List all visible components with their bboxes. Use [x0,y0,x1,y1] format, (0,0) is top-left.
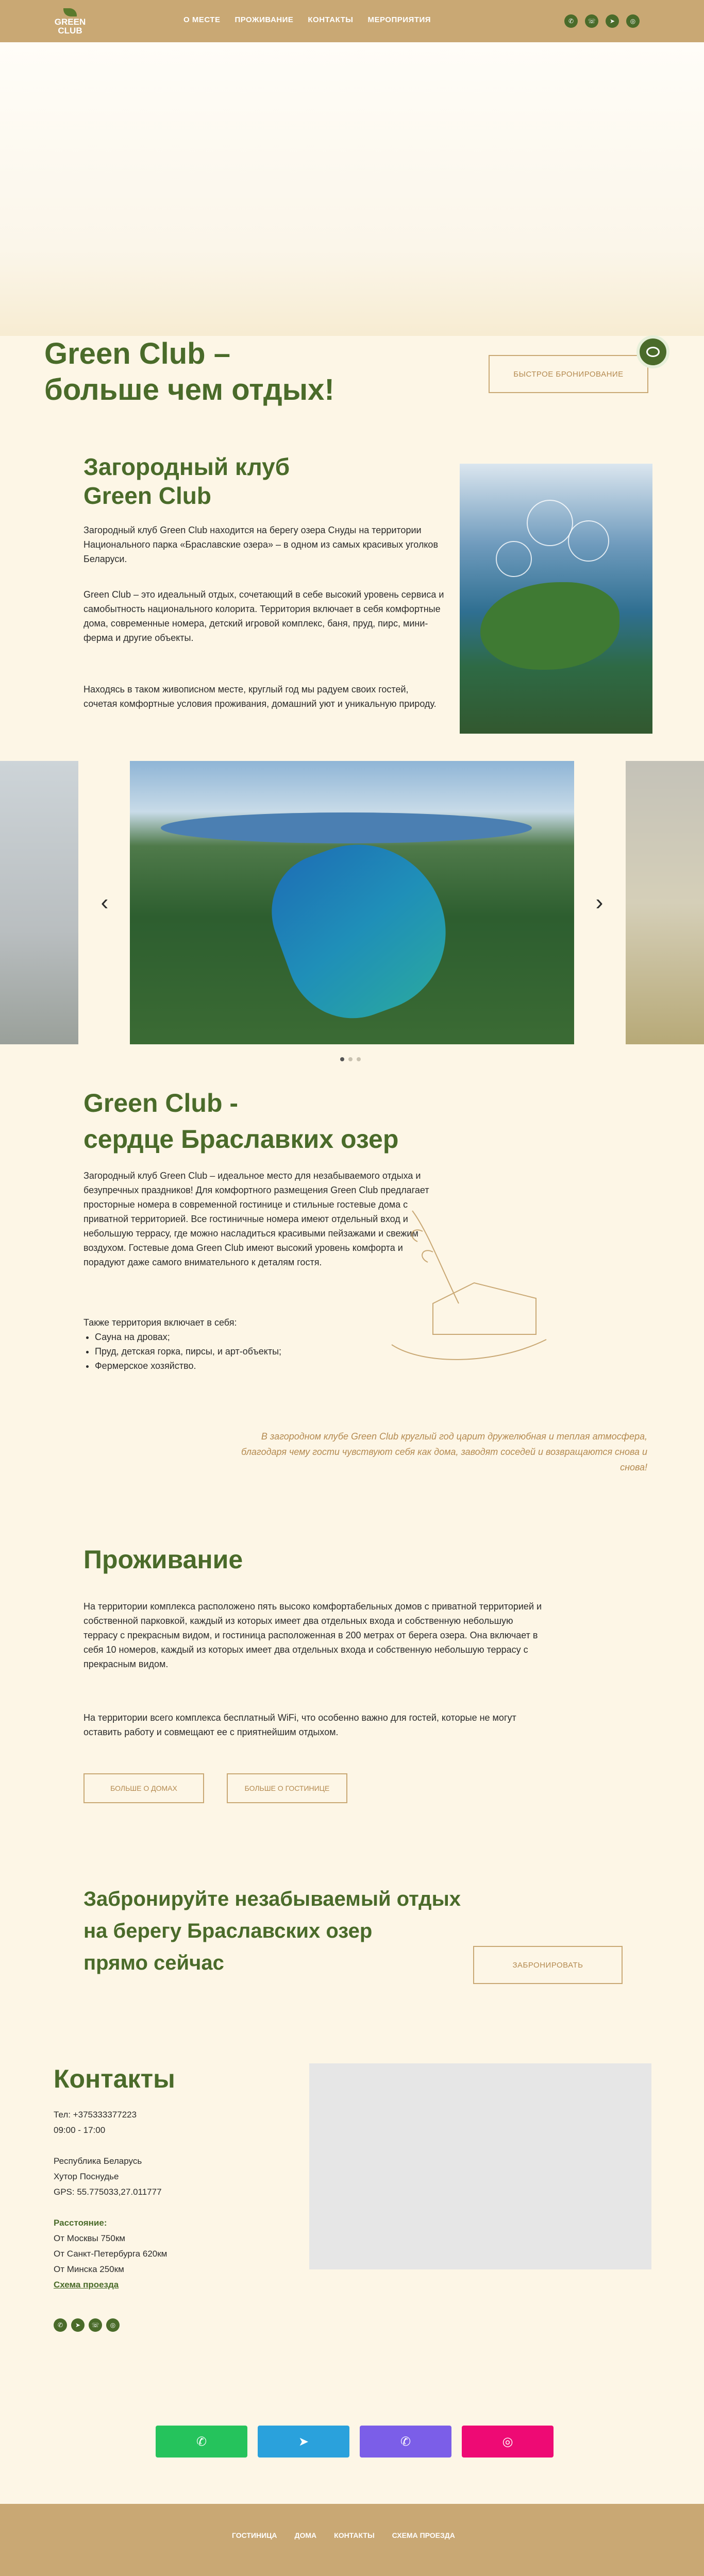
carousel-dots [340,1057,361,1061]
book-title-line3: прямо сейчас [83,1952,224,1974]
site-header [0,0,704,42]
distance-label: Расстояние: [54,2218,107,2228]
contacts-hours: 09:00 - 17:00 [54,2125,106,2135]
instagram-icon[interactable]: ◎ [626,14,640,28]
list-item: • Фермерское хозяйство. [95,1359,444,1373]
footer-link-hotel[interactable]: ГОСТИНИЦА [232,2531,277,2539]
living-paragraph-2: На территории всего комплекса бесплатный WiFi, что особенно важно для гостей, которые не могут оставить работу и совмещают ее с приятнейшим отдыхом. [83,1713,516,1737]
carousel-prev-arrow[interactable]: ‹ [100,890,109,915]
contacts-socials [54,2318,120,2332]
map-circle-2 [568,520,609,562]
heart-title-line2: сердце Браславких озер [83,1125,399,1154]
distance-spb: От Санкт-Петербурга 620км [54,2249,167,2259]
carousel-main-image [130,761,574,1044]
book-title [83,1883,461,1979]
hero-banner [0,42,704,336]
photo-carousel [0,761,704,1044]
living-paragraph-1: На территории комплекса расположено пять высоко комфортабельных домов с приватной территорией и собственной парковкой, каждый из которых имеет два отдельных входа и собственную небольшую террасу с прекрасным видом, и гостиница расположенная в 200 метрах от берега озера. Она включает в себя 10 номеров, каждый из которых имеет два отдельных входа и собственную небольшую террасу с прекрасным видом. [83,1601,542,1669]
logo[interactable] [52,3,89,40]
living-title: Проживание [83,1545,243,1574]
contacts-phone[interactable]: Тел: +375333377223 [54,2110,137,2120]
map-circle-1 [527,500,573,546]
nav-item-about[interactable]: О МЕСТЕ [183,15,221,24]
book-now-button[interactable]: ЗАБРОНИРОВАТЬ [473,1946,623,1984]
directions-link[interactable]: Схема проезда [54,2280,119,2290]
carousel-dot[interactable] [348,1057,353,1061]
contacts-gps: GPS: 55.775033,27.011777 [54,2187,162,2197]
main-nav [183,15,431,24]
quick-book-button[interactable]: БЫСТРОЕ БРОНИРОВАНИЕ [489,355,648,393]
chat-icon [646,347,660,357]
lake-shape [161,812,532,843]
hero-title [44,336,334,408]
book-title-line1: Забронируйте незабываемый отдых [83,1888,461,1910]
club-title-line2: Green Club [83,482,211,509]
living-buttons [83,1773,347,1803]
site-footer [0,2504,704,2576]
telegram-button[interactable] [258,2426,349,2458]
header-socials [564,14,640,28]
list-item: • Сауна на дровах; [95,1330,444,1344]
contacts-country: Республика Беларусь [54,2156,142,2166]
nav-item-contacts[interactable]: КОНТАКТЫ [308,15,354,24]
footer-link-houses[interactable]: ДОМА [294,2531,317,2539]
chat-button[interactable] [636,335,669,368]
club-paragraph-3: Находясь в таком живописном месте, круглый год мы радуем своих гостей, сочетая комфортные условия проживания, домашний уют и уникальную природу. [83,684,437,709]
aerial-map-image [460,464,652,734]
carousel-next-slide [626,761,704,1044]
heart-paragraph: Загородный клуб Green Club – идеальное место для незабываемого отдыха и безупречных праздников! Для комфортного размещения Green Club предлагает просторные номера в современной гостинице и стильные гостевые дома с приватной территорией. Все гостиничные номера имеют отдельный вход и небольшую террасу, где можно насладиться красивыми пейзажами и свежим воздухом. Гостевые дома Green Club имеют высокий уровень комфорта и порадуют даже самого внимательного к деталям гостя. [83,1171,429,1267]
telegram-icon[interactable]: ➤ [71,2318,85,2332]
carousel-dot[interactable] [340,1057,344,1061]
lake-shape [255,820,468,1037]
heart-title [83,1085,398,1157]
instagram-icon: ◎ [502,2434,513,2449]
map-circle-3 [496,541,532,577]
club-title [83,452,290,510]
heart-list-title: Также территория включает в себя: [83,1317,237,1328]
carousel-dot[interactable] [357,1057,361,1061]
instagram-icon[interactable]: ◎ [106,2318,120,2332]
map-embed[interactable] [309,2063,651,2269]
club-paragraph-2: Green Club – это идеальный отдых, сочетающий в себе высокий уровень сервиса и самобытность национального колорита. Территория включает в себя комфортные дома, современные номера, детский игровой комплекс, баня, пруд, пирс, мини-ферма и другие объекты. [83,589,444,643]
carousel-next-arrow[interactable]: › [595,890,604,915]
hero-title-line2: больше чем отдых! [44,373,334,406]
distance-moscow: От Москвы 750км [54,2233,125,2243]
contacts-title: Контакты [54,2064,175,2093]
telegram-icon: ➤ [298,2434,309,2449]
leaf-icon [63,8,77,16]
messenger-buttons [156,2426,554,2458]
nav-item-events[interactable]: МЕРОПРИЯТИЯ [367,15,431,24]
viber-icon[interactable]: ☏ [585,14,598,28]
viber-icon[interactable]: ☏ [89,2318,102,2332]
island-shape [480,582,619,670]
contacts-info [54,2107,167,2293]
logo-text: GREEN CLUB [54,17,86,36]
house-in-hand-illustration [381,1200,557,1370]
carousel-prev-slide [0,761,78,1044]
heart-title-line1: Green Club - [83,1089,239,1117]
nav-item-living[interactable]: ПРОЖИВАНИЕ [234,15,294,24]
more-houses-button[interactable]: БОЛЬШЕ О ДОМАХ [83,1773,204,1803]
distance-minsk: От Минска 250км [54,2264,124,2274]
book-title-line2: на берегу Браславских озер [83,1920,373,1942]
footer-link-directions[interactable]: СХЕМА ПРОЕЗДА [392,2531,455,2539]
whatsapp-button[interactable] [156,2426,247,2458]
telegram-icon[interactable]: ➤ [606,14,619,28]
contacts-place: Хутор Поснудье [54,2172,119,2181]
heart-quote: В загородном клубе Green Club круглый год царит дружелюбная и теплая атмосфера, благодаря чему гости чувствуют себя как дома, заводят соседей и возвращаются снова и снова! [241,1431,647,1472]
spacer [54,2200,167,2215]
viber-button[interactable] [360,2426,451,2458]
footer-link-contacts[interactable]: КОНТАКТЫ [334,2531,375,2539]
club-paragraph-1: Загородный клуб Green Club находится на берегу озера Снуды на территории Национального парка «Браславские озера» – в одном из самых красивых уголков Беларуси. [83,525,439,564]
hero-title-line1: Green Club – [44,337,230,370]
club-title-line1: Загородный клуб [83,453,290,480]
whatsapp-icon[interactable]: ✆ [54,2318,67,2332]
list-item: • Пруд, детская горка, пирсы, и арт-объекты; [95,1344,444,1359]
whatsapp-icon[interactable]: ✆ [564,14,578,28]
viber-icon: ✆ [400,2434,411,2449]
spacer [54,2138,167,2154]
instagram-button[interactable] [462,2426,554,2458]
footer-nav [232,2531,455,2539]
more-hotel-button[interactable]: БОЛЬШЕ О ГОСТИНИЦЕ [227,1773,347,1803]
whatsapp-icon: ✆ [196,2434,207,2449]
